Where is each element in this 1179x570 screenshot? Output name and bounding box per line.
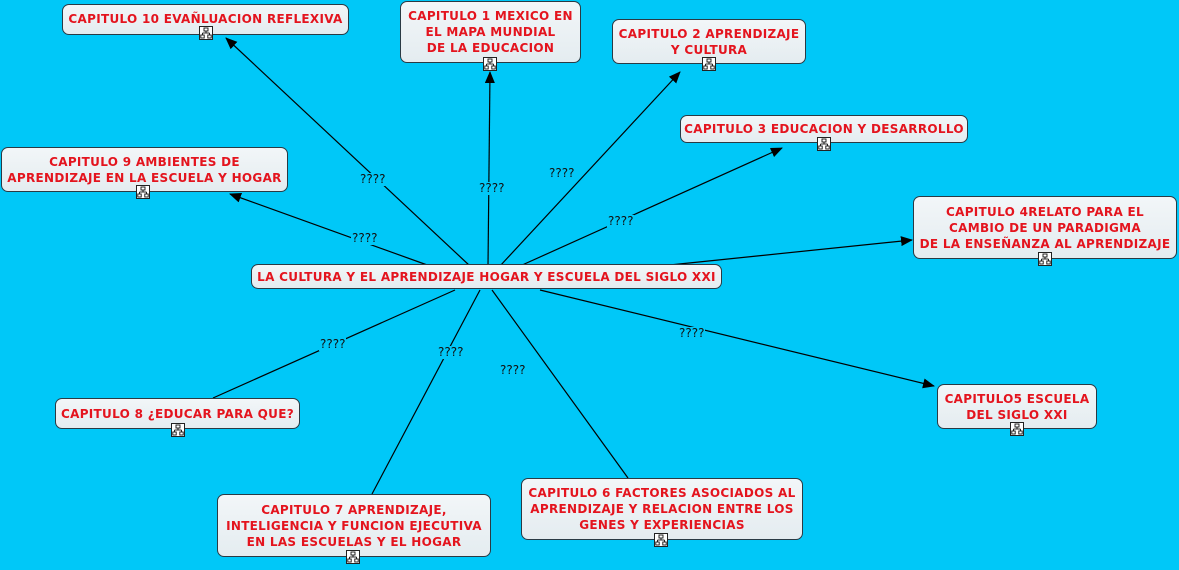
link-cap7 <box>372 290 480 494</box>
topic-cap9-label: CAPITULO 9 AMBIENTES DE APRENDIZAJE EN LA ESCUELA Y HOGAR <box>7 154 282 185</box>
topic-cap2-label: CAPITULO 2 APRENDIZAJE Y CULTURA <box>618 26 800 57</box>
topic-cap6-label: CAPITULO 6 FACTORES ASOCIADOS AL APRENDIZAJE Y RELACION ENTRE LOS GENES Y EXPERIENCIAS <box>528 486 796 532</box>
topic-cap1-label: CAPITULO 1 MEXICO EN EL MAPA MUNDIAL DE LA EDUCACION <box>408 9 573 55</box>
link-cap1 <box>488 72 490 266</box>
submap-icon[interactable] <box>654 533 668 547</box>
submap-icon[interactable] <box>346 550 360 564</box>
topic-cap4-label: CAPITULO 4RELATO PARA EL CAMBIO DE UN PARADIGMA DE LA ENSEÑANZA AL APRENDIZAJE <box>919 204 1171 251</box>
submap-icon[interactable] <box>171 423 185 437</box>
link-label-cap8: ???? <box>320 337 346 351</box>
link-label-cap7: ???? <box>438 345 464 359</box>
central-topic-label: LA CULTURA Y EL APRENDIZAJE HOGAR Y ESCUELA DEL SIGLO XXI <box>257 269 716 284</box>
topic-cap3-label: CAPITULO 3 EDUCACION Y DESARROLLO <box>684 122 964 136</box>
submap-icon[interactable] <box>136 185 150 199</box>
topic-cap4[interactable] <box>913 196 1177 259</box>
link-label-cap5: ???? <box>679 326 705 340</box>
link-label-cap3: ???? <box>608 214 634 228</box>
link-cap9 <box>230 194 430 266</box>
submap-icon[interactable] <box>199 26 213 40</box>
submap-icon[interactable] <box>1038 252 1052 266</box>
link-label-cap1: ???? <box>479 181 505 195</box>
link-label-cap6: ???? <box>500 363 526 377</box>
link-cap6 <box>492 290 628 478</box>
link-label-cap10: ???? <box>360 172 386 186</box>
link-cap2 <box>500 72 680 266</box>
topic-cap7-label: CAPITULO 7 APRENDIZAJE, INTELIGENCIA Y FUNCION EJECUTIVA EN LAS ESCUELAS Y EL HOGAR <box>226 502 482 549</box>
central-topic[interactable] <box>251 264 722 289</box>
topic-cap7[interactable] <box>217 494 491 557</box>
link-label-cap9: ???? <box>352 231 378 245</box>
topic-cap5-label: CAPITULO5 ESCUELA DEL SIGLO XXI <box>944 391 1090 422</box>
topic-cap8-label: CAPITULO 8 ¿EDUCAR PARA QUE? <box>61 406 294 421</box>
topic-cap10-label: CAPITULO 10 EVAÑLUACION REFLEXIVA <box>68 12 343 26</box>
link-label-cap2: ???? <box>549 166 575 180</box>
link-cap4 <box>660 240 912 266</box>
topic-cap1[interactable] <box>400 1 581 63</box>
submap-icon[interactable] <box>817 137 831 151</box>
submap-icon[interactable] <box>1010 422 1024 436</box>
topic-cap6[interactable] <box>521 478 803 540</box>
submap-icon[interactable] <box>483 57 497 71</box>
submap-icon[interactable] <box>702 57 716 71</box>
link-cap5 <box>540 290 934 386</box>
